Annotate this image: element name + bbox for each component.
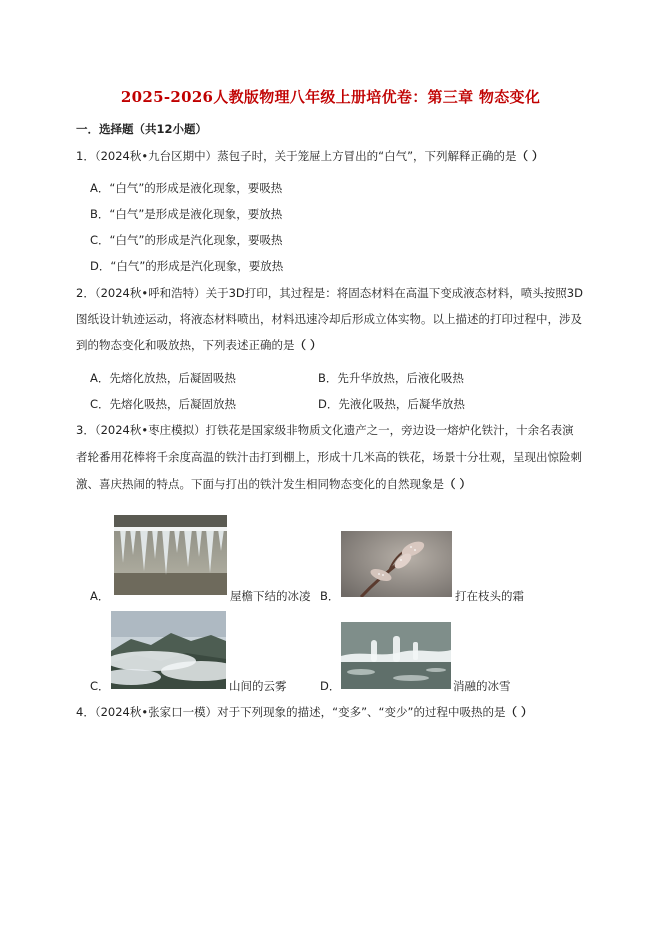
- question-3-option-a-label: 屋檐下结的冰凌: [230, 589, 311, 603]
- question-2-line-1: 2．（2024秋•呼和浩特）关于3D打印，其过程是：将固态材料在高温下变成液态材料，喷头按照3D: [76, 286, 583, 300]
- answer-paren: （ ）: [505, 705, 533, 719]
- question-1-text: 1．（2024秋•九台区期中）蒸包子时，关于笼屉上方冒出的“白气”，下列解释正确的是: [76, 149, 517, 163]
- question-3-option-a-letter: A．: [90, 589, 110, 603]
- question-1-option-d: D．“白气”的形成是汽化现象，要放热: [90, 259, 284, 273]
- melting-ice-image: [341, 622, 451, 689]
- question-3-option-d-label: 消融的冰雪: [453, 679, 511, 693]
- mountain-fog-image: [111, 611, 226, 689]
- answer-paren: （ ）: [444, 477, 472, 491]
- answer-paren: （ ）: [516, 149, 544, 163]
- question-3-option-b-letter: B．: [320, 589, 340, 603]
- question-1-option-c: C．“白气”的形成是汽化现象，要吸热: [90, 233, 283, 247]
- question-1-option-a: A．“白气”的形成是液化现象，要吸热: [90, 181, 283, 195]
- question-3-option-c-letter: C．: [90, 679, 110, 693]
- question-2-option-b: B．先升华放热，后液化吸热: [318, 371, 464, 385]
- page-title: 2025-2026人教版物理八年级上册培优卷：第三章 物态变化: [120, 88, 541, 106]
- question-1-option-b: B．“白气”是形成是液化现象，要放热: [90, 207, 283, 221]
- question-1-stem: [76, 148, 544, 164]
- question-3-line-3: [76, 476, 471, 492]
- icicles-image: [114, 515, 227, 595]
- question-2-text: 到的物态变化和吸放热，下列表述正确的是: [76, 338, 295, 352]
- question-2-line-2: 图纸设计轨迹运动，将液态材料喷出，材料迅速冷却后形成立体实物。以上描述的打印过程中，涉及: [76, 312, 582, 326]
- question-3-option-c-label: 山间的云雾: [229, 679, 287, 693]
- question-3-text: 激、喜庆热闹的特点。下面与打出的铁汁发生相同物态变化的自然现象是: [76, 477, 444, 491]
- question-4-stem: [76, 704, 532, 720]
- section-heading: 一．选择题（共12小题）: [76, 122, 208, 136]
- question-2-option-d: D．先液化吸热，后凝华放热: [318, 397, 465, 411]
- question-3-option-d-letter: D．: [320, 679, 341, 693]
- question-2-option-a: A．先熔化放热，后凝固吸热: [90, 371, 236, 385]
- question-4-text: 4．（2024秋•张家口一模）对于下列现象的描述，“变多”、“变少”的过程中吸热的是: [76, 705, 506, 719]
- question-2-option-c: C．先熔化吸热，后凝固放热: [90, 397, 237, 411]
- question-3-line-1: 3．（2024秋•枣庄模拟）打铁花是国家级非物质文化遗产之一，旁边设一熔炉化铁汁，十余名表演: [76, 423, 574, 437]
- question-3-line-2: 者轮番用花棒将千余度高温的铁汁击打到棚上，形成十几米高的铁花，场景十分壮观，呈现出惊险刺: [76, 450, 582, 464]
- answer-paren: （ ）: [294, 338, 322, 352]
- frost-on-branch-image: [341, 531, 452, 597]
- question-2-line-3: [76, 337, 322, 353]
- question-3-option-b-label: 打在枝头的霜: [455, 589, 524, 603]
